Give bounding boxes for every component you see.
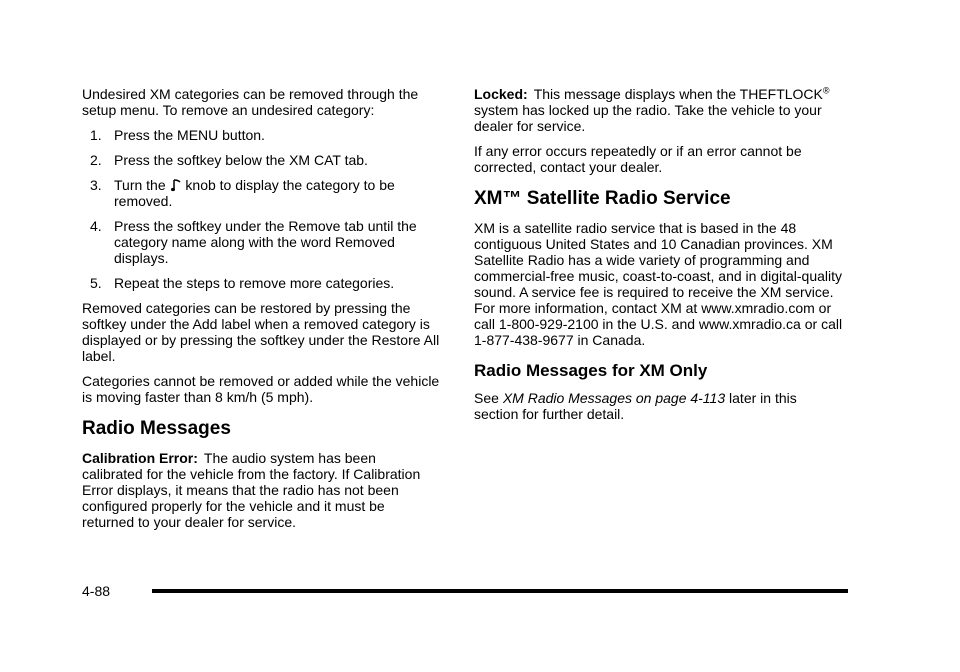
speed-paragraph: Categories cannot be removed or added while the vehicle is moving faster than 8 km/h (5 mph). <box>82 373 440 405</box>
cross-reference-link[interactable]: XM Radio Messages on page 4-113 <box>502 390 726 406</box>
locked-text-after: system has locked up the radio. Take the vehicle to your dealer for service. <box>474 102 822 134</box>
list-item <box>82 218 440 266</box>
step-number: 5. <box>90 275 102 291</box>
tune-knob-icon <box>171 178 181 192</box>
intro-paragraph: Undesired XM categories can be removed through the setup menu. To remove an undesired category: <box>82 86 419 118</box>
xm-only-paragraph <box>474 390 844 422</box>
see-text: See <box>474 390 499 406</box>
locked-text-before: This message displays when the THEFTLOCK <box>533 86 823 102</box>
page-number: 4-88 <box>82 583 111 599</box>
right-column <box>474 86 844 431</box>
calibration-error-paragraph <box>82 450 440 530</box>
see-after-text: later in this section for further detail. <box>474 390 797 422</box>
xm-only-heading: Radio Messages for XM Only <box>474 361 708 380</box>
step-number: 2. <box>90 152 102 168</box>
repeat-error-paragraph: If any error occurs repeatedly or if an error cannot be corrected, contact your dealer. <box>474 143 802 175</box>
removal-steps-list <box>82 127 440 291</box>
step-text: Repeat the steps to remove more categories. <box>114 275 395 291</box>
list-item <box>82 127 440 143</box>
step-number: 1. <box>90 127 102 143</box>
footer-rule <box>152 589 848 593</box>
locked-term: Locked: <box>474 86 528 102</box>
list-item <box>82 275 440 291</box>
step-number: 4. <box>90 218 102 234</box>
step-number: 3. <box>90 177 102 193</box>
xm-service-heading: XM™ Satellite Radio Service <box>474 188 731 209</box>
step-text: Press the softkey under the Remove tab until the category name along with the word Removed displays. <box>114 218 417 266</box>
registered-mark: ® <box>822 85 830 96</box>
list-item <box>82 152 440 168</box>
left-column <box>82 86 440 539</box>
xm-service-paragraph: XM is a satellite radio service that is based in the 48 contiguous United States and 10 Canadian provinces. XM Satellite Radio has a wide variety of programming and commercial-free music, coast-to-coast, and in digital-quality sound. A service fee is required to receive the XM service. For more information, contact XM at www.xmradio.com or call 1-800-929-2100 in the U.S. and www.xmradio.ca or call 1-877-438-9677 in Canada. <box>474 220 843 348</box>
calibration-error-text: The audio system has been calibrated for the vehicle from the factory. If Calibration Error displays, it means that the radio has not been configured properly for the vehicle and it must be returned to your dealer for service. <box>82 450 421 530</box>
list-item <box>82 177 440 209</box>
step-text: Press the MENU button. <box>114 127 265 143</box>
step-text-before: Turn the <box>114 177 166 193</box>
restore-paragraph: Removed categories can be restored by pressing the softkey under the Add label when a removed category is displayed or by pressing the softkey under the Restore All label. <box>82 300 440 364</box>
step-text: Press the softkey below the XM CAT tab. <box>114 152 368 168</box>
step-text-after: knob to display the category to be removed. <box>114 177 395 209</box>
locked-paragraph <box>474 86 844 134</box>
radio-messages-heading: Radio Messages <box>82 418 231 439</box>
calibration-error-term: Calibration Error: <box>82 450 198 466</box>
